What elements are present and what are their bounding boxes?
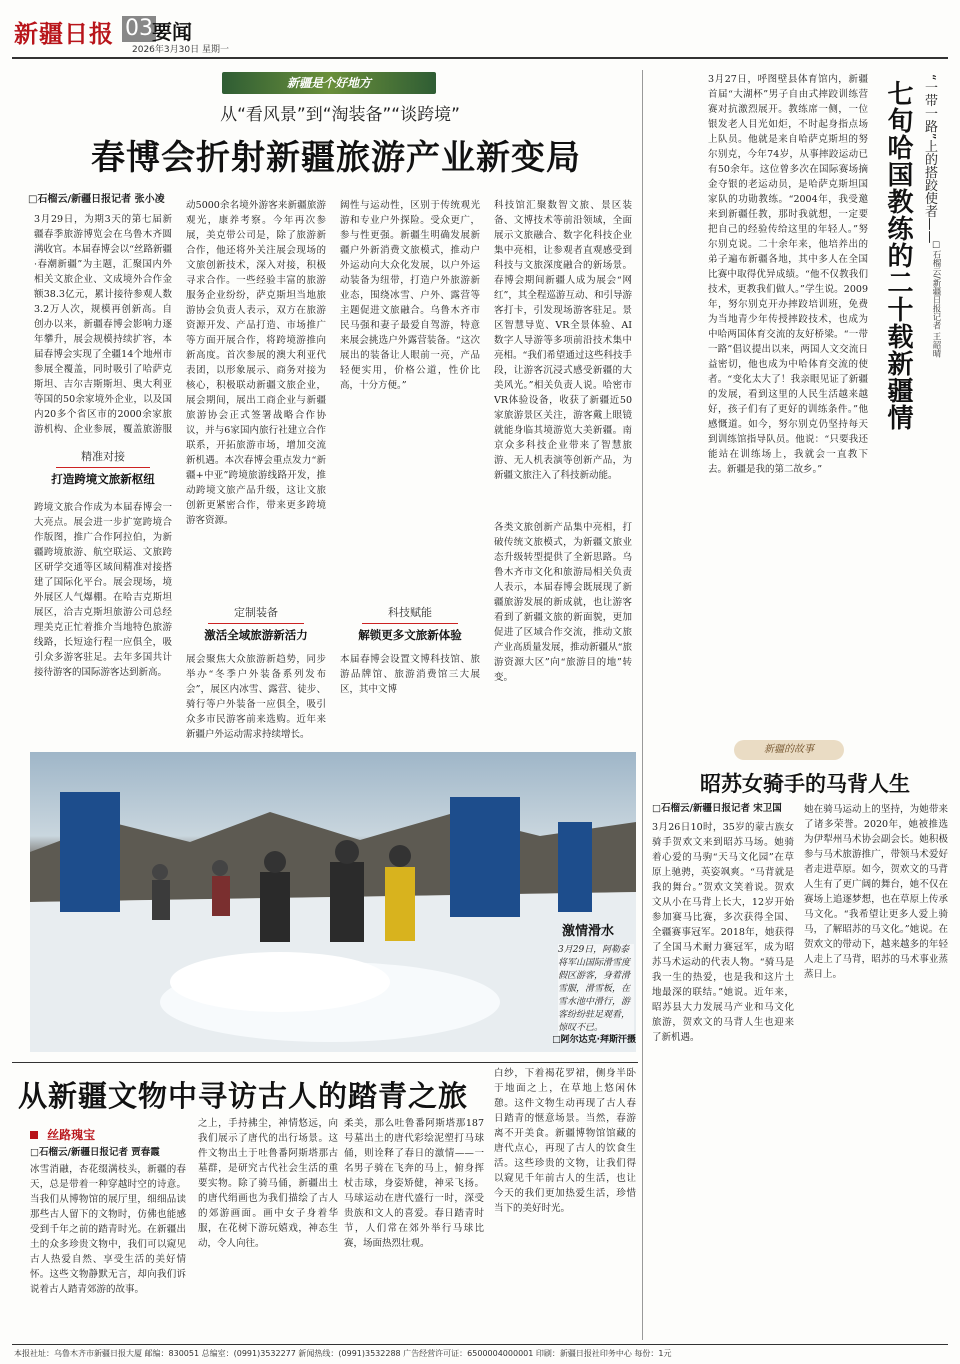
bottom-byline: □石榴云/新疆日报记者 贾春霞 [30, 1147, 160, 1158]
lead-col-1b: 跨境文旅合作成为本届春博会一大亮点。展会进一步扩宽跨境合作版图，推广合作阿拉伯，为新疆跨境旅游、航空联运、文旅跨区研学交通等区域间精准对接搭建了国际化平台。展会现场，境外展区人气爆棚。在哈吉克斯坦展区，洽吉克斯坦旅游公司总经理美克正忙着推介当地特色旅游线路，长短途行程一应俱全，吸引众多游客驻足。去年多国共计接待游客的国际游客达到新高。 [34, 502, 172, 678]
lead-col-2: 动5000余名境外游客来新疆旅游观光，康养考察。今年再次参展，美克带公司是，除了旅游新合作，他还将外关注展会现场的文旅创新技术，深入对接，积极寻求合作。一些经验丰富的旅游服务企业纷纷，萨克斯坦当地旅游协会负责人表示，双方在旅游资源开发、产品打造、市场推广等方面开展合作，将跨境游推向新高度。首次参展的澳大利亚代表团，以形象展示、商务对接为核心，积极联动新疆文旅企业，展会期间，展出工商企业与新疆旅游协会正式签署战略合作协议，并与6家国内旅行社建立合作联系，开拓旅游市场，增加交流新机遇。本次春博会重点发力“新疆+中亚”跨境旅游线路开发，推动跨境文旅产品升级，这让文旅创新更紧密合作，带来更多跨境游客资源。 [186, 200, 326, 526]
bottom-label-mark [30, 1131, 38, 1139]
bottom-col-1: 冰雪消融，杏花缀满枝头，新疆的春天，总是带着一种穿越时空的诗意。当我们从博物馆的展厅里，细细品读那些古人留下的文物时，仿佛也能感受到千年之前的踏青时光。在新疆出土的众多珍贵文物中，我们可以窥见古人热爱自然、享受生活的美好情怀。这些文物静默无言，却向我们诉说着古人踏青郊游的故事。 [30, 1164, 186, 1295]
column-banner [222, 72, 436, 94]
section-name: 要闻 [152, 20, 192, 44]
subhead-2 [186, 604, 326, 643]
column-label: 新疆是个好地方 [286, 76, 371, 90]
ski-photo [30, 752, 636, 1052]
subhead-3-rule [362, 623, 458, 624]
lead-kicker: 从“看风景”到“淘装备”“谈跨境” [220, 105, 460, 125]
lead-title: 春博会折射新疆旅游产业新变局 [91, 138, 581, 178]
bottom-label [30, 1124, 95, 1143]
subhead-1-kicker: 精准对接 [81, 450, 125, 463]
subhead-3-kicker: 科技赋能 [388, 606, 432, 619]
photo-caption: 3月29日，阿勒泰将军山国际滑雪度假区游客，身着滑雪服，滑雪板，在雪水池中滑行，游客纷纷驻足观看，惊叹不已。 [558, 944, 634, 1035]
photo-credit: □阿尔达克·拜斯汗摄 [552, 1035, 636, 1045]
masthead-rule [12, 57, 948, 59]
subhead-1 [34, 448, 172, 487]
subhead-1-rule [56, 467, 150, 468]
sidebar-title-text: 七旬哈国教练的二十载新疆情 [883, 80, 913, 431]
issue-date: 2026年3月30日 星期一 [132, 45, 229, 55]
side-story-title: 昭苏女骑手的马背人生 [700, 772, 910, 796]
right-divider [642, 70, 643, 1340]
lead-col-3b: 本届春博会设置文博科技馆、旅游品牌馆、旅游消费馆三大展区，其中文博 [340, 654, 480, 695]
lead-col-4: 科技馆汇聚数智文旅、景区装备、文博技术等前沿领域，全面展示文旅融合、数字化科技企业集中亮相，让参观者直观感受到科技与文旅深度融合的新场景。春博会期间新疆人成为展会“网红”，其全程巡游互动、和引导游客打卡，引发现场游客驻足。景区智慧导览、VR全景体验、AI数字人导游等多项前沿技术集中亮相。“我们希望通过这些科技手段，让游客沉浸式感受新疆的大美风光。”相关负责人说。哈密市VR体验设备，收获了新疆近50家旅游景区关注，游客戴上眼镜就能身临其境游览大美新疆。南京众多科技企业带来了智慧旅游、无人机表演等创新产品，为新疆文旅注入了科技新动能。 [494, 200, 632, 481]
side-story-label [734, 740, 844, 760]
bottom-col-3: 柔美，那么吐鲁番阿斯塔那187号墓出土的唐代彩绘泥塑打马球俑，则诠释了春日的激情——一名男子骑在飞奔的马上，俯身挥杖击球，身姿矫健，神采飞扬。马球运动在唐代盛行一时，深受贵族和文人的喜爱。春日踏青时节，人们常在郊外举行马球比赛，场面热烈壮观。 [344, 1118, 484, 1249]
masthead [0, 0, 960, 56]
subhead-3 [340, 604, 480, 643]
footer-text: 本报社址：乌鲁木齐市新疆日报大厦 邮编：830051 总编室：(0991)3532277 新闻热线：(0991)3532288 广告经营许可证：6500004000001 印刷：新疆日报社印务中心 每份：1元 [14, 1349, 672, 1358]
subhead-2-title: 激活全域旅游新活力 [204, 628, 308, 642]
masthead-logo: 新疆日报 [14, 19, 114, 48]
lead-byline: □石榴云/新疆日报记者 张小凌 [28, 194, 165, 205]
lead-col-1: 3月29日，为期3天的第七届新疆春季旅游博览会在乌鲁木齐圆满收官。本届春博会以“丝路新疆·春潮新疆”为主题，汇聚国内外相关文旅企业、文成境外合作金额38.3亿元，累计接待参观人数3.2万人次，规模再创新高。自创办以来，新疆春博会影响力逐年攀升，展会规模持续扩容，本届春博会实现了全疆14个地州市参展全覆盖，同时吸引了哈萨克斯坦、吉尔吉斯斯坦、奥大利亚等国的50余家境外企业，以及国内20多个省区市的2000余家旅游机构、企业参展，覆盖旅游服 [34, 214, 172, 435]
footer-rule [12, 1344, 948, 1345]
subhead-2-rule [208, 623, 304, 624]
side-story-col-2: 她在骑马运动上的坚持，为她带来了诸多荣誉。2020年，她被推选为伊犁州马术协会副会长。她积极参与马术旅游推广，带领马术爱好者走进草原。如今，贺欢文的马背人生有了更广阔的舞台，她不仅在赛场上追逐梦想，也在草原上传承马文化。“我希望让更多人爱上骑马，了解昭苏的马文化。”她说。在贺欢文的带动下，越来越多的年轻人走上了马背，昭苏的马术事业蒸蒸日上。 [804, 804, 948, 980]
side-story-label-text: 新疆的故事 [764, 744, 814, 755]
ski-photo-scene [30, 752, 636, 1052]
sidebar-quote-title-text: “一带一路”上的搭跤使者—— [922, 74, 937, 244]
page-number: 03 [122, 16, 156, 42]
bottom-top-rule [12, 1062, 638, 1063]
subhead-3-title: 解锁更多文旅新体验 [358, 628, 462, 642]
lead-col-3: 阔性与运动性，区别于传统观光游和专业户外探险。受众更广，参与性更强。新疆生明确发展新疆户外新消费文旅模式，推动户外运动向大众化发展，以户外运动装备为纽带，打造户外旅游新业态，围绕冰雪、户外、露营等主题促进文旅融合。乌鲁木齐市民马强和妻子最爱自驾游，特意来展会挑选户外露营装备。“这次展出的装备让人眼前一亮，产品轻便实用，价格公道，性价比高，十分方便。” [340, 200, 480, 391]
bottom-label-text: 丝路瑰宝 [47, 1128, 96, 1142]
subhead-1-title: 打造跨境文旅新枢纽 [51, 472, 155, 486]
sidebar-byline [930, 240, 944, 358]
sidebar-quote-title [920, 74, 938, 243]
sidebar-byline-text: □石榴云/新疆日报记者 王韶晴 [931, 240, 941, 358]
subhead-2-kicker: 定制装备 [234, 606, 278, 619]
side-story-col-1: 3月26日10时，35岁的蒙古族女骑手贺欢文来到昭苏马场。她骑着心爱的马驹“天马文化园”在草原上驰骋，英姿飒爽。“马背就是我的舞台。”贺欢文笑着说。贺欢文从小在马背上长大，12岁开始参加赛马比赛，多次获得全国、全疆赛事冠军。2018年，她获得了全国马术耐力赛冠军，成为昭苏马术运动的代表人物。“骑马是我一生的热爱，也是我和这片土地最深的联结。”她说。近年来，昭苏县大力发展马产业和马文化旅游，贺欢文的马背人生也迎来了新机遇。 [652, 822, 794, 1043]
bottom-col-2: 之上，手持拂尘，神情悠远，向我们展示了唐代的出行场景。这件文物出土于吐鲁番阿斯塔那古墓群，是研究古代社会生活的重要实物。除了骑马俑，新疆出土的唐代绢画也为我们描绘了古人的郊游画面。画中女子身着华服，在花树下游玩嬉戏，神态生动，令人向往。 [198, 1118, 338, 1249]
bottom-col-4: 白纱，下着褐花罗裙，侧身半卧于地面之上，在草地上悠闲休憩。这件文物生动再现了古人春日踏青的惬意场景。当然，春游离不开美食。新疆博物馆馆藏的唐代点心，再现了古人的饮食生活。这些珍贵的文物，让我们得以窥见千年前古人的生活，也让今天的我们更加热爱生活，珍惜当下的美好时光。 [494, 1068, 636, 1214]
lead-col-2b: 展会聚焦大众旅游新趋势，同步举办“冬季户外装备系列发布会”，展区内冰雪、露营、徒步、骑行等户外装备一应俱全，吸引众多市民游客前来选购。近年来新疆户外运动需求持续增长。 [186, 654, 326, 740]
side-story-byline: □石榴云/新疆日报记者 宋卫国 [652, 803, 782, 814]
lead-col-4b: 各类文旅创新产品集中亮相，打破传统文旅模式，为新疆文旅业态升级转型提供了全新思路。乌鲁木齐市文化和旅游局相关负责人表示，本届春博会既展现了新疆旅游发展的新成就，也让游客看到了新疆文旅的新面貌，更加促进了区域合作交流，推动文旅产业高质量发展，推动新疆从“旅游资源大区”向“旅游目的地”转变。 [494, 522, 632, 683]
photo-title: 激情滑水 [562, 924, 615, 939]
sidebar-body: 3月27日，呼图壁县体育馆内，新疆首届“大湖杯”男子自由式摔跤训练营赛对抗激烈展开。教练席一侧，一位银发老人目光如炬，不时起身指点场上队员。他就是来自哈萨克斯坦的努尔别克，今年74岁，从事摔跤运动已有50余年。这位曾多次在国际赛场摘金夺银的老运动员，是哈萨克斯坦国家队的功勋教练。“2004年，我受邀来到新疆任教，那时我就想，一定要把自己的经验传给这里的年轻人。”努尔别克说。二十余年来，他培养出的弟子遍布新疆各地，其中多人在全国比赛中取得优异成绩。“他不仅教我们技术，更教我们做人。”学生说。2009年，努尔别克开办摔跤培训班，免费为当地青少年传授摔跤技术，也成为中哈两国体育交流的友好桥梁。“一带一路”倡议提出以来，两国人文交流日益密切，他也成为中哈体育交流的使者。“变化太大了！我亲眼见证了新疆的发展，看到这里的人民生活越来越好，孩子们有了更好的训练条件。”他感慨道。如今，努尔别克仍坚持每天到训练馆指导队员。他说：“只要我还能站在训练场上，我就会一直教下去。新疆是我的第二故乡。” [708, 74, 868, 475]
bottom-title: 从新疆文物中寻访古人的踏青之旅 [18, 1079, 469, 1113]
sidebar-title [880, 80, 920, 431]
